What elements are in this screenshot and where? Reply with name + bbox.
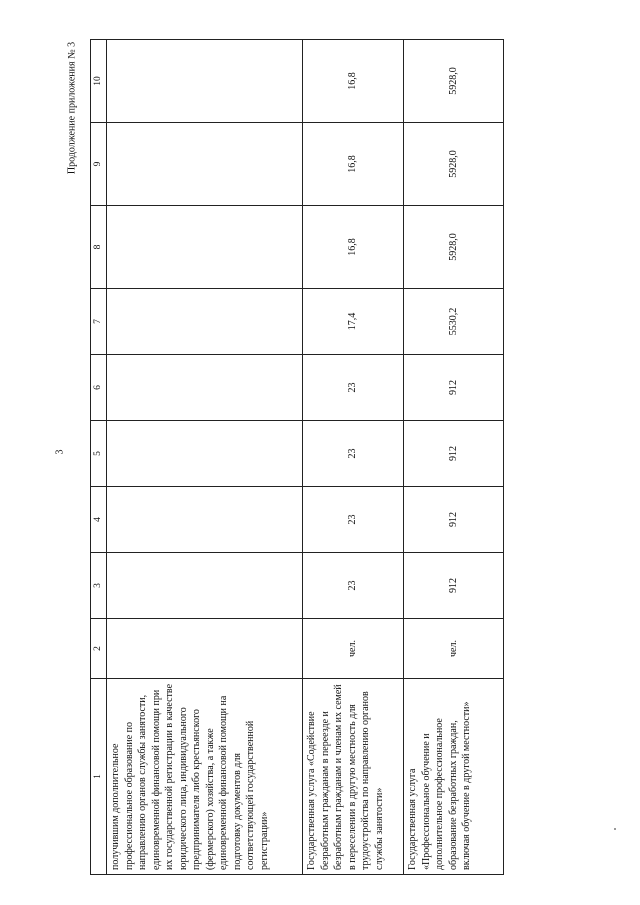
value-cell: [107, 206, 303, 289]
value-cell: [107, 487, 303, 553]
value-cell: 912: [404, 421, 504, 487]
value-cell: [107, 553, 303, 619]
table-row: [303, 40, 404, 875]
header-row: [91, 40, 107, 875]
value-cell: [107, 421, 303, 487]
header-cell: 8: [91, 206, 107, 289]
value-cell: 23: [303, 355, 404, 421]
data-table: [90, 39, 504, 875]
table-row: [404, 40, 504, 875]
value-cell: 17,4: [303, 289, 404, 355]
value-cell: 23: [303, 421, 404, 487]
value-cell: 912: [404, 553, 504, 619]
service-name-cell: Государственная услуга «Профессиональное обучение и дополнительное профессиональное образование безработных граждан, включая обучение в другой местности»: [404, 679, 504, 875]
value-cell: 5928,0: [404, 206, 504, 289]
unit-cell: чел.: [404, 619, 504, 679]
value-cell: [107, 355, 303, 421]
value-cell: 912: [404, 487, 504, 553]
value-cell: 5928,0: [404, 40, 504, 123]
page-number: 3: [54, 449, 66, 455]
value-cell: [107, 289, 303, 355]
scan-speck: [614, 828, 616, 830]
table-row: [107, 40, 303, 875]
header-cell: 5: [91, 421, 107, 487]
value-cell: 23: [303, 553, 404, 619]
header-cell: 2: [91, 619, 107, 679]
header-cell: 9: [91, 123, 107, 206]
appendix-caption: Продолжение приложения № 3: [66, 41, 78, 175]
value-cell: 5530,2: [404, 289, 504, 355]
unit-cell: [107, 619, 303, 679]
value-cell: 16,8: [303, 206, 404, 289]
service-name-cell: Государственная услуга «Содействие безработным гражданам в переезде и безработным гражданам и членам их семей в переселении в другую местность для трудоустройства по направлению органов службы занятости»: [303, 679, 404, 875]
value-cell: 5928,0: [404, 123, 504, 206]
rotated-table-wrapper: [90, 40, 504, 875]
value-cell: [107, 40, 303, 123]
header-cell: 3: [91, 553, 107, 619]
header-cell: 10: [91, 40, 107, 123]
unit-cell: чел.: [303, 619, 404, 679]
value-cell: [107, 123, 303, 206]
value-cell: 16,8: [303, 40, 404, 123]
value-cell: 16,8: [303, 123, 404, 206]
value-cell: 23: [303, 487, 404, 553]
header-cell: 4: [91, 487, 107, 553]
header-cell: 6: [91, 355, 107, 421]
value-cell: 912: [404, 355, 504, 421]
header-cell: 1: [91, 679, 107, 875]
header-cell: 7: [91, 289, 107, 355]
service-name-cell: получившим дополнительное профессиональное образование по направлению органов службы занятости, единовременной финансовой помощи при их государственной регистрации в качестве юридического лица, индивидуального предпринимателя либо крестьянского (фермерского) хозяйства, а также единовременной финансовой помощи на подготовку документов для соответствующей государственной регистрации»: [107, 679, 303, 875]
